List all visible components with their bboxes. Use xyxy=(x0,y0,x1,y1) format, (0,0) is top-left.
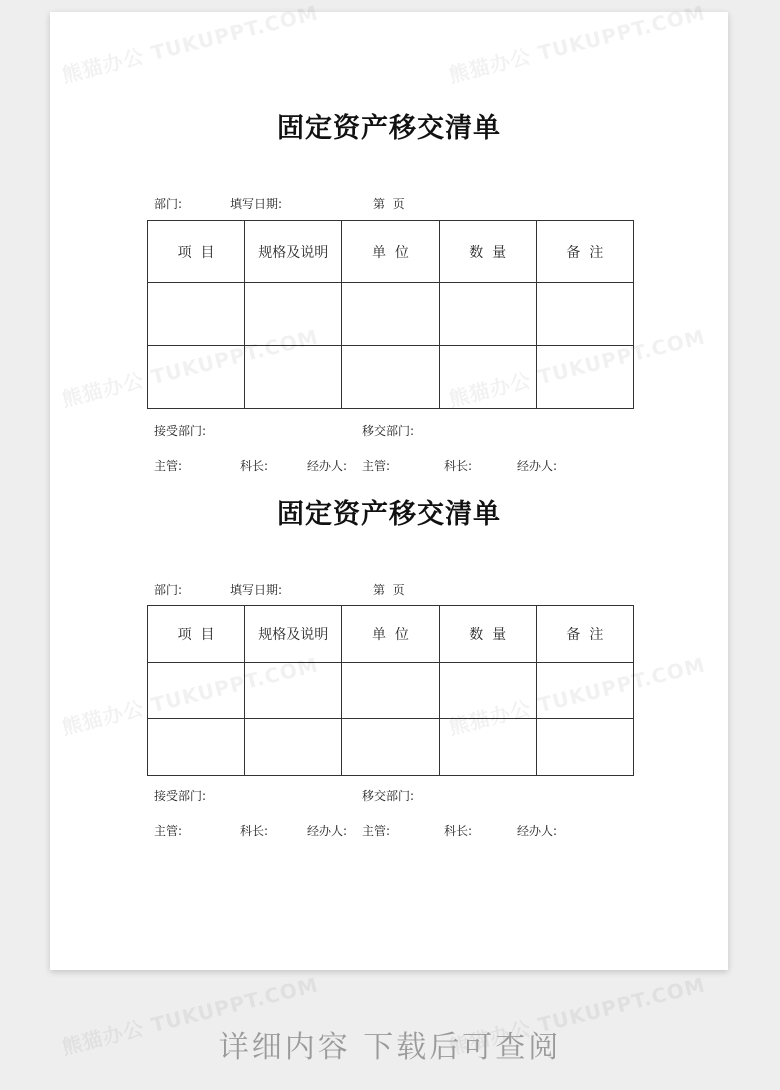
watermark: 熊猫办公 TUKUPPT.COM xyxy=(446,652,708,740)
table-cell xyxy=(342,283,439,346)
dept-label: 部门: xyxy=(154,583,183,597)
table-cell xyxy=(148,283,245,346)
header-quantity: 数 量 xyxy=(439,221,536,283)
section-chief-label: 科长: xyxy=(240,459,269,473)
handler-label: 经办人: xyxy=(307,459,348,473)
receive-dept-label: 接受部门: xyxy=(154,789,207,803)
header-remarks: 备 注 xyxy=(536,221,633,283)
header-quantity: 数 量 xyxy=(439,606,536,663)
table-cell xyxy=(439,283,536,346)
header-unit: 单 位 xyxy=(342,606,439,663)
watermark: 熊猫办公 TUKUPPT.COM xyxy=(59,324,321,412)
header-item: 项 目 xyxy=(148,606,245,663)
supervisor-label: 主管: xyxy=(154,824,183,838)
header-spec: 规格及说明 xyxy=(245,606,342,663)
header-item: 项 目 xyxy=(148,221,245,283)
table-row xyxy=(148,283,634,346)
fill-date-label: 填写日期: xyxy=(230,583,283,597)
document-page xyxy=(50,12,728,970)
form-title: 固定资产移交清单 xyxy=(277,113,501,144)
watermark: 熊猫办公 TUKUPPT.COM xyxy=(59,652,321,740)
watermark: 熊猫办公 TUKUPPT.COM xyxy=(446,972,708,1060)
download-hint: 详细内容 下载后可查阅 xyxy=(218,1030,562,1065)
section-chief-label: 科长: xyxy=(444,459,473,473)
section-chief-label: 科长: xyxy=(240,824,269,838)
transfer-dept-label: 移交部门: xyxy=(362,424,415,438)
table-cell xyxy=(342,346,439,409)
supervisor-label: 主管: xyxy=(362,459,391,473)
table-cell xyxy=(148,719,245,776)
supervisor-label: 主管: xyxy=(362,824,391,838)
fill-date-label: 填写日期: xyxy=(230,197,283,211)
page-label: 第 页 xyxy=(373,197,405,211)
section-chief-label: 科长: xyxy=(444,824,473,838)
table-row xyxy=(148,719,634,776)
watermark: 熊猫办公 TUKUPPT.COM xyxy=(59,972,321,1060)
receive-dept-label: 接受部门: xyxy=(154,424,207,438)
handler-label: 经办人: xyxy=(307,824,348,838)
header-spec: 规格及说明 xyxy=(245,221,342,283)
table-cell xyxy=(342,719,439,776)
transfer-dept-label: 移交部门: xyxy=(362,789,415,803)
handler-label: 经办人: xyxy=(517,824,558,838)
dept-label: 部门: xyxy=(154,197,183,211)
watermark: 熊猫办公 TUKUPPT.COM xyxy=(446,324,708,412)
form-title: 固定资产移交清单 xyxy=(277,499,501,530)
table-cell xyxy=(536,719,633,776)
table-cell xyxy=(342,663,439,719)
watermark: 熊猫办公 TUKUPPT.COM xyxy=(446,0,708,88)
table-header-row xyxy=(148,221,634,283)
supervisor-label: 主管: xyxy=(154,459,183,473)
table-header-row xyxy=(148,606,634,663)
watermark: 熊猫办公 TUKUPPT.COM xyxy=(59,0,321,88)
table-cell xyxy=(245,719,342,776)
handler-label: 经办人: xyxy=(517,459,558,473)
header-remarks: 备 注 xyxy=(536,606,633,663)
header-unit: 单 位 xyxy=(342,221,439,283)
table-cell xyxy=(536,283,633,346)
page-label: 第 页 xyxy=(373,583,405,597)
